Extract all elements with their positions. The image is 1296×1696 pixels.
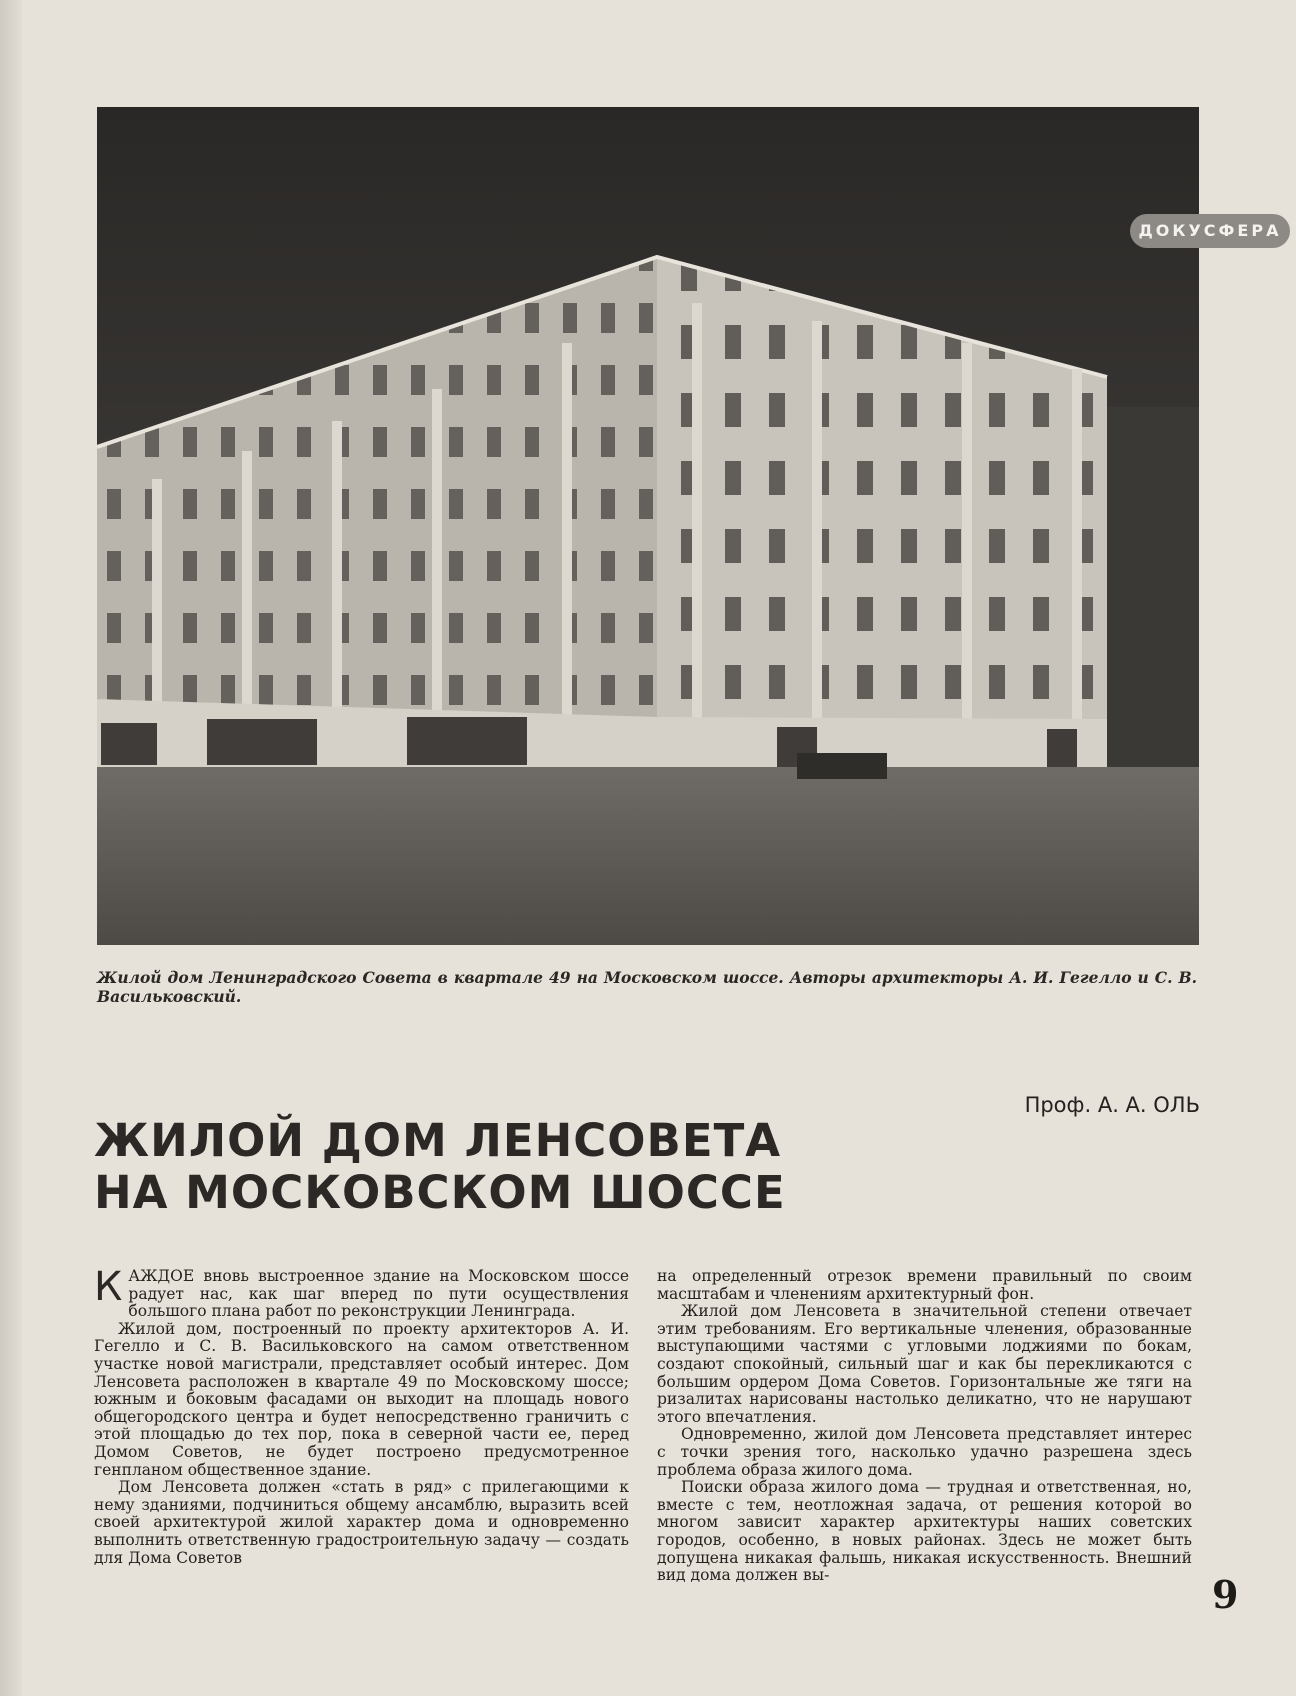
paragraph-text: АЖДОЕ вновь выстроенное здание на Московском шоссе радует нас, как шаг вперед по пути осуществления большого плана работ по реконструкции Ленинграда.	[128, 1267, 629, 1321]
text-column-right	[657, 1268, 1192, 1585]
article-title	[94, 1115, 814, 1219]
paragraph: Дом Ленсовета должен «стать в ряд» с прилегающими к нему зданиями, подчиниться общему ансамблю, выразить всей своей архитектурой жилой характер дома и одновременно выполнить ответственную градостроительную задачу — создать для Дома Советов	[94, 1478, 629, 1567]
paragraph: Жилой дом Ленсовета в значительной степени отвечает этим требованиям. Его вертикальные членения, образованные выступающими частями с угловыми лоджиями по бокам, создают спокойный, сильный шаг и как бы перекликаются с большим ордером Дома Советов. Горизонтальные же тяги на ризалитах нарисованы настолько деликатно, что не нарушают этого впечатления.	[657, 1302, 1192, 1426]
building-photo	[97, 107, 1199, 945]
page-number: 9	[1212, 1572, 1239, 1617]
paragraph: Поиски образа жилого дома — трудная и ответственная, но, вместе с тем, неотложная задача, от решения которой во многом зависит характер архитектуры наших советских городов, особенно, в новых районах. Здесь не может быть допущена никакая фальшь, никакая искусственность. Внешний вид дома должен вы-	[657, 1478, 1192, 1585]
paragraph	[94, 1264, 629, 1321]
paragraph: Одновременно, жилой дом Ленсовета представляет интерес с точки зрения того, насколько удачно разрешена здесь проблема образа жилого дома.	[657, 1425, 1192, 1479]
building-photo-drawing	[97, 107, 1199, 945]
photo-caption: Жилой дом Ленинградского Совета в квартале 49 на Московском шоссе. Авторы архитекторы А. И. Гегелло и С. В. Васильковский.	[97, 968, 1197, 1006]
watermark-badge: ДОКУСФЕРА	[1130, 214, 1290, 248]
article-author: Проф. А. А. ОЛЬ	[1024, 1093, 1200, 1117]
drop-cap: К	[94, 1264, 123, 1310]
page-binding-edge	[0, 0, 22, 1696]
article-title-line-2: НА МОСКОВСКОМ ШОССЕ	[94, 1166, 786, 1219]
paragraph: Жилой дом, построенный по проекту архитекторов А. И. Гегелло и С. В. Васильковского на самом ответственном участке новой магистрали, представляет особый интерес. Дом Ленсовета расположен в квартале 49 по Московскому шоссе; южным и боковым фасадами он выходит на площадь нового общегородского центра и будет непосредственно граничить с этой площадью до тех пор, пока в северной части ее, перед Домом Советов, не будет построено предусмотренное генпланом общественное здание.	[94, 1319, 629, 1479]
paragraph: на определенный отрезок времени правильный по своим масштабам и членениям архитектурный фон.	[657, 1267, 1192, 1303]
article-title-line-1: ЖИЛОЙ ДОМ ЛЕНСОВЕТА	[94, 1114, 782, 1167]
text-column-left	[94, 1264, 629, 1567]
